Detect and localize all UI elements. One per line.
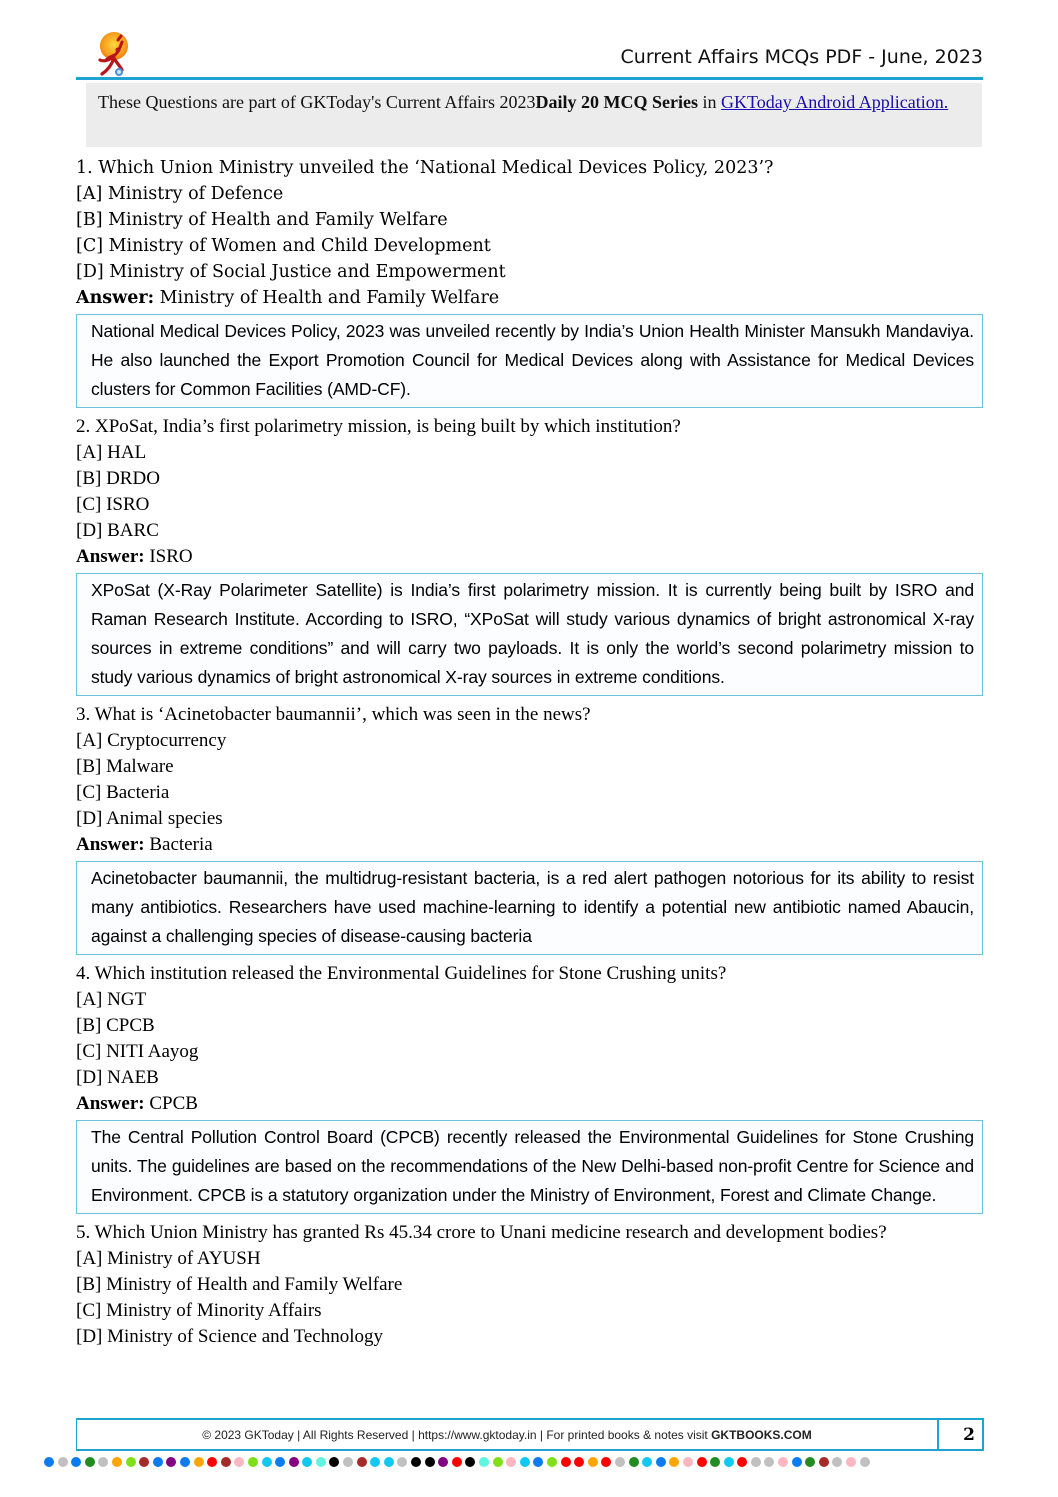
decorative-dot-icon (792, 1457, 802, 1467)
answer-label: Answer: (76, 288, 155, 308)
question-text: 5. Which Union Ministry has granted Rs 45.34 crore to Unani medicine research and development bodies? (76, 1222, 887, 1243)
question-text: 4. Which institution released the Environmental Guidelines for Stone Crushing units? (76, 963, 727, 984)
mcq-list (76, 155, 983, 1350)
decorative-dot-icon (370, 1457, 380, 1467)
option-d: [D] Animal species (76, 808, 223, 829)
answer-label: Answer: (76, 1093, 145, 1114)
decorative-dot-icon (397, 1457, 407, 1467)
option-b: [B] Malware (76, 756, 174, 777)
page-header (76, 28, 983, 78)
decorative-dot-icon (329, 1457, 339, 1467)
intro-banner (86, 83, 982, 147)
decorative-dot-icon (697, 1457, 707, 1467)
page-footer (76, 1418, 983, 1451)
explanation-box: XPoSat (X-Ray Polarimeter Satellite) is India’s first polarimetry mission. It is currently being built by ISRO and Raman Research Institute. According to ISRO, “XPoSat will study various dynamics of bright astronomical X-ray sources in extreme conditions” and will carry two payloads. It is only the world’s second polarimetry mission to study various dynamics of bright astronomical X-ray sources in extreme conditions. (76, 573, 983, 696)
decorative-dot-icon (520, 1457, 530, 1467)
gktbooks-link[interactable]: GKTBOOKS.COM (711, 1428, 812, 1442)
option-c: [C] NITI Aayog (76, 1041, 199, 1062)
explanation-box: National Medical Devices Policy, 2023 was unveiled recently by India’s Union Health Minister Mansukh Mandaviya. He also launched the Export Promotion Council for Medical Devices along with Assistance for Medical Devices clusters for Common Facilities (AMD-CF). (76, 314, 983, 408)
decorative-dot-icon (615, 1457, 625, 1467)
decorative-dot-icon (71, 1457, 81, 1467)
option-a: [A] Cryptocurrency (76, 730, 227, 751)
decorative-dot-icon (724, 1457, 734, 1467)
option-d: [D] Ministry of Science and Technology (76, 1326, 383, 1347)
footer-copyright (77, 1428, 937, 1442)
answer-value: Ministry of Health and Family Welfare (159, 288, 500, 308)
document-title: Current Affairs MCQs PDF - June, 2023 (620, 46, 983, 68)
decorative-dot-icon (465, 1457, 475, 1467)
decorative-dot-icon (710, 1457, 720, 1467)
option-d: [D] Ministry of Social Justice and Empowerment (76, 262, 506, 282)
decorative-dot-icon (58, 1457, 68, 1467)
decorative-dot-icon (506, 1457, 516, 1467)
question-text: 1. Which Union Ministry unveiled the ‘National Medical Devices Policy, 2023’? (76, 158, 774, 178)
question-block (76, 961, 983, 1214)
decorative-dot-icon (533, 1457, 543, 1467)
decorative-dot-icon (343, 1457, 353, 1467)
decorative-dot-icon (479, 1457, 489, 1467)
decorative-dot-icon (452, 1457, 462, 1467)
question-block (76, 414, 983, 696)
question-text: 2. XPoSat, India’s first polarimetry mission, is being built by which institution? (76, 416, 681, 437)
decorative-dot-icon (547, 1457, 557, 1467)
option-c: [C] ISRO (76, 494, 150, 515)
decorative-dot-icon (819, 1457, 829, 1467)
decorative-dot-icon (778, 1457, 788, 1467)
decorative-dot-icon (384, 1457, 394, 1467)
question-text: 3. What is ‘Acinetobacter baumannii’, which was seen in the news? (76, 704, 591, 725)
option-d: [D] BARC (76, 520, 159, 541)
decorative-dot-icon (275, 1457, 285, 1467)
decorative-dot-icon (153, 1457, 163, 1467)
decorative-dot-icon (207, 1457, 217, 1467)
answer-label: Answer: (76, 546, 145, 567)
decorative-dot-icon (629, 1457, 639, 1467)
page-number: 2 (963, 1425, 975, 1445)
option-a: [A] Ministry of Defence (76, 184, 284, 204)
decorative-dot-icon (139, 1457, 149, 1467)
option-d: [D] NAEB (76, 1067, 159, 1088)
explanation-box: Acinetobacter baumannii, the multidrug-resistant bacteria, is a red alert pathogen notorious for its ability to resist many antibiotics. Researchers have used machine-learning to identify a potential new antibiotic named Abaucin, against a challenging species of disease-causing bacteria (76, 861, 983, 955)
answer-line (76, 285, 983, 311)
answer-value: CPCB (149, 1093, 198, 1114)
decorative-dot-icon (262, 1457, 272, 1467)
answer-value: ISRO (149, 546, 193, 567)
decorative-dot-icon (180, 1457, 190, 1467)
option-b: [B] Ministry of Health and Family Welfare (76, 210, 448, 230)
decorative-dot-icon (764, 1457, 774, 1467)
footer-divider (937, 1418, 939, 1451)
decorative-dot-icon (316, 1457, 326, 1467)
decorative-dot-icon (574, 1457, 584, 1467)
option-c: [C] Ministry of Women and Child Development (76, 236, 491, 256)
option-b: [B] DRDO (76, 468, 160, 489)
decorative-dot-icon (357, 1457, 367, 1467)
decorative-dot-icon (221, 1457, 231, 1467)
decorative-dot-icon (860, 1457, 870, 1467)
decorative-dot-icon (289, 1457, 299, 1467)
option-a: [A] HAL (76, 442, 147, 463)
decorative-dot-icon (669, 1457, 679, 1467)
android-app-link[interactable]: GKToday Android Application. (721, 92, 949, 112)
decorative-dot-icon (561, 1457, 571, 1467)
intro-series-name: Daily 20 MCQ Series (535, 92, 699, 112)
footer-copyright-text: © 2023 GKToday | All Rights Reserved | https://www.gktoday.in | For printed books & notes visit (202, 1428, 712, 1442)
decorative-dot-icon (112, 1457, 122, 1467)
decorative-dot-icon (248, 1457, 258, 1467)
question-block (76, 1220, 983, 1350)
question-block (76, 155, 983, 408)
answer-line (76, 832, 983, 858)
option-c: [C] Bacteria (76, 782, 170, 803)
decorative-dot-icon (656, 1457, 666, 1467)
gktoday-logo-icon (92, 30, 136, 78)
decorative-dot-icon (737, 1457, 747, 1467)
decorative-dot-icon (194, 1457, 204, 1467)
decorative-dot-icon (425, 1457, 435, 1467)
decorative-dot-icon (846, 1457, 856, 1467)
option-a: [A] Ministry of AYUSH (76, 1248, 261, 1269)
decorative-dot-icon (411, 1457, 421, 1467)
decorative-dot-icon (166, 1457, 176, 1467)
decorative-dot-icon (44, 1457, 54, 1467)
question-block (76, 702, 983, 955)
intro-connector: in (698, 92, 722, 112)
decorative-dot-icon (601, 1457, 611, 1467)
decorative-dot-icon (805, 1457, 815, 1467)
option-b: [B] Ministry of Health and Family Welfare (76, 1274, 403, 1295)
answer-line (76, 544, 983, 570)
decorative-dot-icon (85, 1457, 95, 1467)
option-a: [A] NGT (76, 989, 147, 1010)
decorative-dot-icon (832, 1457, 842, 1467)
answer-value: Bacteria (149, 834, 213, 855)
decorative-dot-icon (588, 1457, 598, 1467)
option-b: [B] CPCB (76, 1015, 155, 1036)
decorative-dot-icon (302, 1457, 312, 1467)
answer-label: Answer: (76, 834, 145, 855)
decorative-dot-icon (493, 1457, 503, 1467)
header-divider (76, 77, 983, 80)
decorative-dot-icon (98, 1457, 108, 1467)
footer-border (982, 1418, 984, 1451)
decorative-dot-icon (683, 1457, 693, 1467)
decorative-dot-icon (126, 1457, 136, 1467)
option-c: [C] Ministry of Minority Affairs (76, 1300, 322, 1321)
answer-line (76, 1091, 983, 1117)
decorative-dot-icon (438, 1457, 448, 1467)
decorative-dot-icon (234, 1457, 244, 1467)
decorative-dot-icon (642, 1457, 652, 1467)
decorative-dot-icon (751, 1457, 761, 1467)
intro-text: These Questions are part of GKToday's Current Affairs 2023 (98, 92, 536, 112)
explanation-box: The Central Pollution Control Board (CPCB) recently released the Environmental Guidelines for Stone Crushing units. The guidelines are based on the recommendations of the New Delhi-based non-profit Centre for Science and Environment. CPCB is a statutory organization under the Ministry of Environment, Forest and Climate Change. (76, 1120, 983, 1214)
decorative-dot-row (44, 1457, 870, 1467)
